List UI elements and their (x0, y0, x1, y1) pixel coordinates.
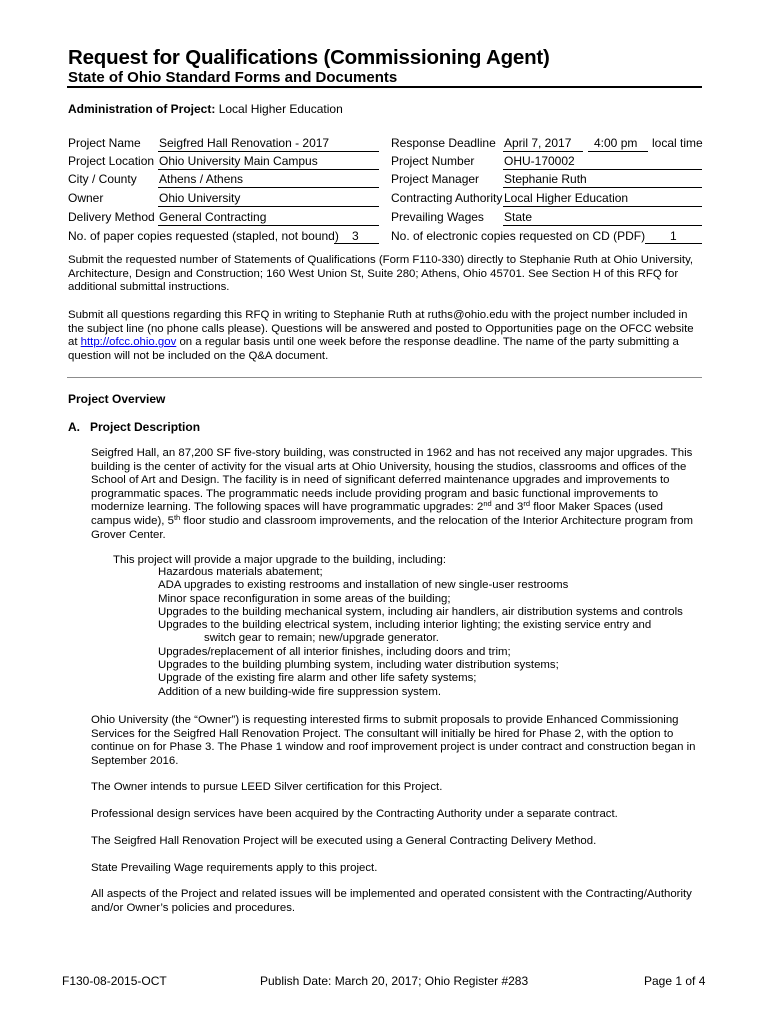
project-location-label: Project Location (68, 154, 155, 168)
owner-label: Owner (68, 191, 104, 205)
prevailing-wages-underline (503, 225, 702, 226)
list-item: Minor space reconfiguration in some areas of the building; (158, 592, 451, 605)
list-item: Upgrades/replacement of all interior finishes, including doors and trim; (158, 645, 511, 658)
electronic-copies-label: No. of electronic copies requested on CD (PDF) (391, 229, 646, 243)
questions-text-after: on a regular basis until one week before the response deadline. The name of the party submitting a question will not be included on the Q&A document. (68, 336, 679, 362)
owner-value: Ohio University (159, 191, 241, 205)
design-services-paragraph: Professional design services have been acquired by the Contracting Authority under a separate contract. (91, 808, 618, 820)
response-deadline-date: April 7, 2017 (504, 136, 572, 150)
paper-copies-underline (334, 243, 379, 244)
response-deadline-time: 4:00 pm (594, 136, 638, 150)
response-deadline-label: Response Deadline (391, 136, 496, 150)
section-divider (67, 377, 702, 378)
project-overview-heading: Project Overview (68, 392, 166, 406)
superscript-th: th (173, 512, 181, 522)
paper-copies-label: No. of paper copies requested (stapled, not bound) (68, 229, 339, 243)
list-item: Upgrades to the building electrical system, including interior lighting; the existing service entry and (158, 619, 652, 632)
delivery-method-value: General Contracting (159, 210, 267, 224)
administration-value: Local Higher Education (218, 102, 343, 116)
project-name-underline (158, 151, 379, 152)
project-number-value: OHU-170002 (504, 154, 575, 168)
contracting-authority-label: Contracting Authority (391, 191, 503, 205)
footer-form-code: F130-08-2015-OCT (62, 974, 167, 988)
list-item-continuation: switch gear to remain; new/upgrade generator. (204, 632, 439, 645)
delivery-method-paragraph: The Seigfred Hall Renovation Project will be executed using a General Contracting Delivery Method. (91, 835, 597, 847)
project-name-value: Seigfred Hall Renovation - 2017 (159, 136, 330, 150)
list-item: Upgrade of the existing fire alarm and other life safety systems; (158, 672, 477, 685)
superscript-nd: nd (483, 499, 492, 509)
prevailing-wages-value: State (504, 210, 533, 224)
list-item: Hazardous materials abatement; (158, 566, 323, 578)
superscript-rd: rd (523, 499, 531, 509)
project-number-underline (503, 169, 702, 170)
prevailing-wage-paragraph: State Prevailing Wage requirements apply to this project. (91, 862, 378, 874)
administration-line (68, 102, 343, 116)
response-deadline-date-underline (503, 151, 583, 152)
project-name-label: Project Name (68, 136, 141, 150)
project-number-label: Project Number (391, 154, 475, 168)
upgrade-list-intro: This project will provide a major upgrade to the building, including: (113, 554, 447, 566)
footer-page-number: Page 1 of 4 (644, 974, 706, 988)
project-manager-underline (503, 187, 702, 188)
electronic-copies-value: 1 (670, 229, 677, 243)
city-county-label: City / County (68, 172, 137, 186)
city-county-value: Athens / Athens (159, 172, 244, 186)
questions-paragraph (68, 309, 702, 363)
response-deadline-suffix: local time (652, 136, 703, 150)
list-item: ADA upgrades to existing restrooms and installation of new single-user restrooms (158, 579, 569, 592)
project-manager-value: Stephanie Ruth (504, 172, 587, 186)
commissioning-services-paragraph: Ohio University (the “Owner”) is requesting interested firms to submit proposals to provide Enhanced Commissioning Services for the Seigfred Hall Renovation Project. The consultant will initially be hired for Phase 2, with the option to continue on for Phase 3. The Phase 1 window and roof improvement project is under contract and construction began in September 2016. (91, 714, 696, 767)
list-item: Upgrades to the building mechanical system, including air handlers, air distribution systems and controls (158, 605, 683, 618)
document-title: Request for Qualifications (Commissioning Agent) (68, 46, 550, 69)
questions-text-before: Submit all questions regarding this RFQ in writing to Stephanie Ruth at ruths@ohio.edu with the project number included in the subject line (no phone calls please). Questions will be answered and posted to Opportunities page on the OFCC website at (68, 309, 694, 349)
description-text-3: floor studio and classroom improvements, and the relocation of the Interior Architecture program from Grover Center. (91, 514, 694, 541)
document-subtitle: State of Ohio Standard Forms and Documents (68, 69, 398, 86)
upgrade-list (158, 566, 683, 699)
policies-paragraph: All aspects of the Project and related issues will be implemented and operated consistent with the Contracting/Authority and/or Owner’s policies and procedures. (91, 888, 692, 914)
description-text-2: floor Maker Spaces (used campus wide), 5 (91, 501, 663, 527)
delivery-method-underline (158, 225, 379, 226)
header-divider (67, 86, 702, 88)
description-text-1: Seigfred Hall, an 87,200 SF five-story building, was constructed in 1962 and has not received any major upgrades. This building is the center of activity for the visual arts at Ohio University, housing the studios, classrooms and offices of the School of Art and Design. The facility is in need of significant deferred maintenance upgrades and improvements to programmatic spaces. The programmatic needs include providing program and basic functional improvements to modernize learning. The following spaces will have programmatic upgrades: 2 (91, 447, 693, 514)
administration-label: Administration of Project: (68, 102, 216, 116)
paper-copies-value: 3 (352, 229, 359, 243)
project-manager-label: Project Manager (391, 172, 480, 186)
city-county-underline (158, 187, 379, 188)
prevailing-wages-label: Prevailing Wages (391, 210, 484, 224)
project-location-value: Ohio University Main Campus (159, 154, 318, 168)
list-item: Upgrades to the building plumbing system, including water distribution systems; (158, 659, 559, 672)
description-text-and: and 3 (491, 501, 524, 514)
leed-paragraph: The Owner intends to pursue LEED Silver certification for this Project. (91, 781, 443, 793)
electronic-copies-underline (645, 243, 702, 244)
ofcc-website-link[interactable]: http://ofcc.ohio.gov (80, 336, 177, 349)
project-description-paragraph (91, 447, 702, 542)
contracting-authority-value: Local Higher Education (504, 191, 629, 205)
submittal-paragraph: Submit the requested number of Statements of Qualifications (Form F110-330) directly to Stephanie Ruth at Ohio University, Architecture, Design and Construction; 160 West Union St, Suite 280; Athens, Ohio 45701. See Section H of this RFQ for additional submittal instructions. (68, 254, 694, 294)
owner-underline (158, 206, 379, 207)
list-item: Addition of a new building-wide fire suppression system. (158, 685, 442, 698)
contracting-authority-underline (503, 206, 702, 207)
project-location-underline (158, 169, 379, 170)
project-description-heading: A. Project Description (68, 420, 201, 434)
delivery-method-label: Delivery Method (68, 210, 155, 224)
footer-publish-date: Publish Date: March 20, 2017; Ohio Register #283 (260, 974, 529, 988)
response-deadline-time-underline (588, 151, 648, 152)
